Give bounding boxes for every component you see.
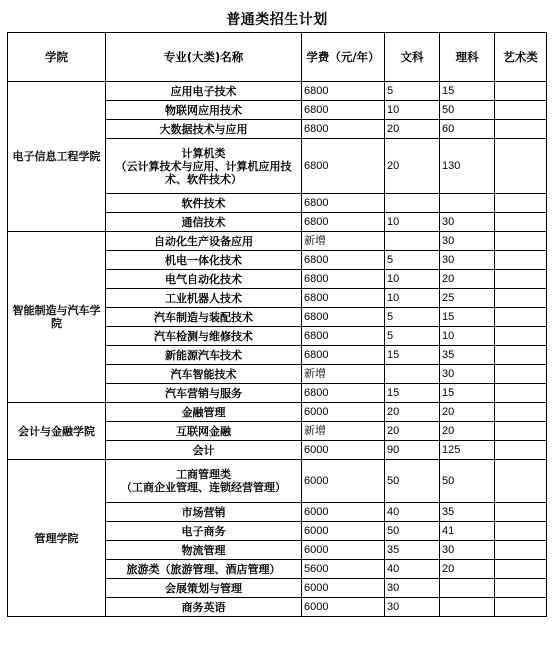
science-quota: 50 — [440, 101, 495, 120]
art-quota — [495, 522, 547, 541]
art-quota — [495, 422, 547, 441]
arts-quota: 20 — [385, 120, 440, 139]
science-quota: 20 — [440, 422, 495, 441]
tuition-fee: 6800 — [302, 82, 385, 101]
arts-quota: 10 — [385, 270, 440, 289]
col-header-art: 艺术类 — [495, 33, 547, 82]
science-quota: 20 — [440, 270, 495, 289]
major-name: 电气自动化技术 — [106, 270, 302, 289]
table-row — [8, 232, 547, 251]
arts-quota: 30 — [385, 598, 440, 617]
tuition-fee: 6800 — [302, 384, 385, 403]
tuition-fee: 6000 — [302, 541, 385, 560]
college-name: 电子信息工程学院 — [8, 82, 106, 232]
arts-quota — [385, 194, 440, 213]
major-name: 会计 — [106, 441, 302, 460]
tuition-fee: 6800 — [302, 251, 385, 270]
science-quota: 25 — [440, 289, 495, 308]
art-quota — [495, 213, 547, 232]
tuition-fee: 6800 — [302, 308, 385, 327]
science-quota: 50 — [440, 460, 495, 503]
major-name: 市场营销 — [106, 503, 302, 522]
arts-quota: 5 — [385, 327, 440, 346]
arts-quota: 15 — [385, 384, 440, 403]
major-name: 商务英语 — [106, 598, 302, 617]
col-header-major: 专业(大类)名称 — [106, 33, 302, 82]
major-name: 物流管理 — [106, 541, 302, 560]
tuition-fee: 新增 — [302, 232, 385, 251]
science-quota: 10 — [440, 327, 495, 346]
art-quota — [495, 289, 547, 308]
major-name: 新能源汽车技术 — [106, 346, 302, 365]
science-quota: 20 — [440, 560, 495, 579]
col-header-fee: 学费（元/年） — [302, 33, 385, 82]
science-quota: 30 — [440, 213, 495, 232]
science-quota: 30 — [440, 232, 495, 251]
arts-quota: 5 — [385, 251, 440, 270]
arts-quota — [385, 232, 440, 251]
art-quota — [495, 579, 547, 598]
table-row — [8, 460, 547, 503]
arts-quota: 10 — [385, 213, 440, 232]
science-quota: 30 — [440, 541, 495, 560]
tuition-fee: 6000 — [302, 460, 385, 503]
major-name: 物联网应用技术 — [106, 101, 302, 120]
arts-quota: 5 — [385, 308, 440, 327]
arts-quota: 20 — [385, 139, 440, 194]
major-name: 应用电子技术 — [106, 82, 302, 101]
college-name: 会计与金融学院 — [8, 403, 106, 460]
major-name: 汽车营销与服务 — [106, 384, 302, 403]
major-name: 汽车制造与装配技术 — [106, 308, 302, 327]
table-row — [8, 82, 547, 101]
arts-quota: 30 — [385, 579, 440, 598]
science-quota: 15 — [440, 308, 495, 327]
science-quota: 15 — [440, 82, 495, 101]
major-name: 旅游类（旅游管理、酒店管理） — [106, 560, 302, 579]
tuition-fee: 6000 — [302, 441, 385, 460]
tuition-fee: 6800 — [302, 101, 385, 120]
art-quota — [495, 308, 547, 327]
science-quota: 35 — [440, 503, 495, 522]
arts-quota: 40 — [385, 560, 440, 579]
art-quota — [495, 503, 547, 522]
table-row — [8, 403, 547, 422]
tuition-fee: 6000 — [302, 522, 385, 541]
tuition-fee: 6800 — [302, 327, 385, 346]
science-quota: 20 — [440, 403, 495, 422]
arts-quota: 90 — [385, 441, 440, 460]
arts-quota — [385, 365, 440, 384]
table-title: 普通类招生计划 — [226, 12, 328, 28]
art-quota — [495, 194, 547, 213]
tuition-fee: 新增 — [302, 365, 385, 384]
science-quota — [440, 579, 495, 598]
arts-quota: 20 — [385, 422, 440, 441]
science-quota: 30 — [440, 365, 495, 384]
art-quota — [495, 365, 547, 384]
arts-quota: 10 — [385, 101, 440, 120]
science-quota — [440, 598, 495, 617]
art-quota — [495, 101, 547, 120]
tuition-fee: 6800 — [302, 213, 385, 232]
tuition-fee: 6800 — [302, 194, 385, 213]
science-quota — [440, 194, 495, 213]
science-quota: 125 — [440, 441, 495, 460]
major-name: 机电一体化技术 — [106, 251, 302, 270]
arts-quota: 35 — [385, 541, 440, 560]
tuition-fee: 6800 — [302, 270, 385, 289]
major-name: 计算机类 （云计算技术与应用、计算机应用技术、软件技术） — [106, 139, 302, 194]
art-quota — [495, 441, 547, 460]
col-header-science: 理科 — [440, 33, 495, 82]
major-name: 工业机器人技术 — [106, 289, 302, 308]
art-quota — [495, 270, 547, 289]
col-header-college: 学院 — [8, 33, 106, 82]
arts-quota: 20 — [385, 403, 440, 422]
tuition-fee: 6800 — [302, 120, 385, 139]
art-quota — [495, 327, 547, 346]
art-quota — [495, 560, 547, 579]
arts-quota: 40 — [385, 503, 440, 522]
art-quota — [495, 82, 547, 101]
major-name: 工商管理类 （工商企业管理、连锁经营管理） — [106, 460, 302, 503]
major-name: 互联网金融 — [106, 422, 302, 441]
art-quota — [495, 460, 547, 503]
enrollment-plan-table — [7, 32, 547, 617]
tuition-fee: 6000 — [302, 579, 385, 598]
art-quota — [495, 598, 547, 617]
art-quota — [495, 120, 547, 139]
art-quota — [495, 403, 547, 422]
tuition-fee: 新增 — [302, 422, 385, 441]
college-name: 智能制造与汽车学院 — [8, 232, 106, 403]
tuition-fee: 6800 — [302, 289, 385, 308]
major-name: 自动化生产设备应用 — [106, 232, 302, 251]
major-name: 汽车智能技术 — [106, 365, 302, 384]
tuition-fee: 6800 — [302, 346, 385, 365]
tuition-fee: 6000 — [302, 403, 385, 422]
tuition-fee: 6000 — [302, 598, 385, 617]
header-row — [8, 33, 547, 82]
art-quota — [495, 541, 547, 560]
tuition-fee: 6800 — [302, 139, 385, 194]
science-quota: 41 — [440, 522, 495, 541]
tuition-fee: 6000 — [302, 503, 385, 522]
art-quota — [495, 139, 547, 194]
tuition-fee: 5600 — [302, 560, 385, 579]
major-name: 汽车检测与维修技术 — [106, 327, 302, 346]
science-quota: 15 — [440, 384, 495, 403]
science-quota: 35 — [440, 346, 495, 365]
art-quota — [495, 346, 547, 365]
major-name: 大数据技术与应用 — [106, 120, 302, 139]
major-name: 软件技术 — [106, 194, 302, 213]
art-quota — [495, 232, 547, 251]
arts-quota: 10 — [385, 289, 440, 308]
college-name: 管理学院 — [8, 460, 106, 617]
major-name: 电子商务 — [106, 522, 302, 541]
major-name: 金融管理 — [106, 403, 302, 422]
arts-quota: 15 — [385, 346, 440, 365]
science-quota: 60 — [440, 120, 495, 139]
major-name: 会展策划与管理 — [106, 579, 302, 598]
arts-quota: 5 — [385, 82, 440, 101]
arts-quota: 50 — [385, 522, 440, 541]
art-quota — [495, 251, 547, 270]
science-quota: 30 — [440, 251, 495, 270]
arts-quota: 50 — [385, 460, 440, 503]
col-header-arts: 文科 — [385, 33, 440, 82]
major-name: 通信技术 — [106, 213, 302, 232]
art-quota — [495, 384, 547, 403]
science-quota: 130 — [440, 139, 495, 194]
